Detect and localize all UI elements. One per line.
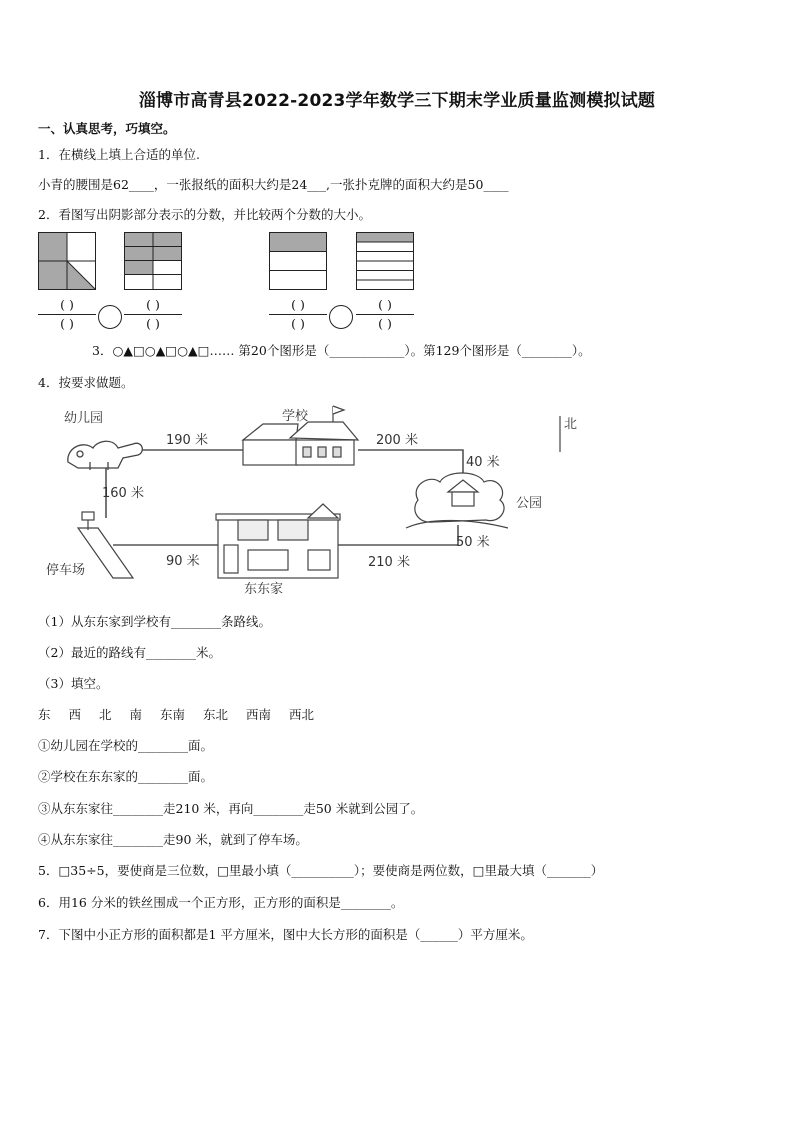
- direction-option: 北: [99, 707, 112, 722]
- label-kindergarten: 幼儿园: [64, 411, 104, 426]
- fraction-blank-c[interactable]: [269, 297, 327, 332]
- label-school: 学校: [282, 409, 309, 424]
- q2-figure-b: [124, 232, 182, 290]
- q4-sub2: （2）最近的路线有________米。: [38, 645, 221, 660]
- fraction-blank-d[interactable]: [356, 297, 414, 332]
- label-north: 北: [564, 417, 578, 432]
- denominator-blank[interactable]: ( ): [60, 316, 74, 331]
- page-title: 淄博市高青县2022-2023学年数学三下期末学业质量监测模拟试题: [138, 91, 656, 111]
- direction-option: 西北: [289, 707, 315, 722]
- route-map: [38, 400, 598, 600]
- direction-option: 南: [129, 707, 143, 722]
- fraction-blank-a[interactable]: [38, 297, 96, 332]
- section-heading: 一、认真思考，巧填空。: [38, 121, 176, 136]
- direction-option: 东南: [160, 707, 186, 722]
- q4-fill-3: ③从东东家往________走210 米，再向________走50 米就到公园了。: [38, 801, 424, 816]
- compare-circle-1[interactable]: [98, 305, 122, 329]
- distance-200: 200 米: [376, 433, 418, 448]
- q5-line: 5．□35÷5，要使商是三位数，□里最小填（__________）；要使商是两位数，□里最大填（_______）: [38, 863, 604, 878]
- q4-sub1: （1）从东东家到学校有________条路线。: [38, 614, 271, 629]
- direction-option: 西南: [246, 707, 272, 722]
- home-building-icon: [216, 504, 340, 578]
- distance-210: 210 米: [368, 555, 410, 570]
- fraction-blank-b[interactable]: [124, 297, 182, 332]
- distance-50: 50 米: [456, 535, 490, 550]
- q4-sub3: （3）填空。: [38, 676, 109, 691]
- numerator-blank[interactable]: ( ): [291, 297, 305, 312]
- distance-40: 40 米: [466, 455, 500, 470]
- numerator-blank[interactable]: ( ): [146, 297, 160, 312]
- q2-figure-d: [356, 232, 414, 290]
- compare-circle-2[interactable]: [329, 305, 353, 329]
- q6-line: 6．用16 分米的铁丝围成一个正方形，正方形的面积是________。: [38, 895, 404, 910]
- q1-label: 1．在横线上填上合适的单位.: [38, 147, 200, 162]
- distance-90: 90 米: [166, 554, 200, 569]
- label-parking: 停车场: [46, 563, 86, 578]
- q2-figure-a: [38, 232, 96, 290]
- distance-160: 160 米: [102, 486, 144, 501]
- numerator-blank[interactable]: ( ): [378, 297, 392, 312]
- q4-fill-2: ②学校在东东家的________面。: [38, 769, 214, 784]
- q2-label: 2．看图写出阴影部分表示的分数，并比较两个分数的大小。: [38, 207, 371, 222]
- denominator-blank[interactable]: ( ): [146, 316, 160, 331]
- park-pavilion-icon: [406, 473, 508, 528]
- q4-fill-1: ①幼儿园在学校的________面。: [38, 738, 214, 753]
- label-home: 东东家: [244, 582, 284, 597]
- numerator-blank[interactable]: ( ): [60, 297, 74, 312]
- q1-line: 小青的腰围是62____，一张报纸的面积大约是24___,一张扑克牌的面积大约是50____: [38, 177, 509, 192]
- direction-option: 东: [38, 707, 51, 722]
- direction-options: [38, 707, 314, 723]
- q3-line: 3．○▲□○▲□○▲□…… 第20个图形是（____________）。第129个图形是（________）。: [92, 343, 591, 358]
- q7-line: 7．下图中小正方形的面积都是1 平方厘米，图中大长方形的面积是（______）平方厘米。: [38, 927, 533, 942]
- q4-label: 4．按要求做题。: [38, 375, 134, 390]
- distance-190: 190 米: [166, 433, 208, 448]
- direction-option: 西: [68, 707, 82, 722]
- q4-fill-4: ④从东东家往________走90 米，就到了停车场。: [38, 832, 308, 847]
- direction-option: 东北: [203, 707, 229, 722]
- q2-figure-c: [269, 232, 327, 290]
- denominator-blank[interactable]: ( ): [378, 316, 392, 331]
- denominator-blank[interactable]: ( ): [291, 316, 305, 331]
- kindergarten-icon: [68, 441, 142, 470]
- label-park: 公园: [516, 496, 543, 511]
